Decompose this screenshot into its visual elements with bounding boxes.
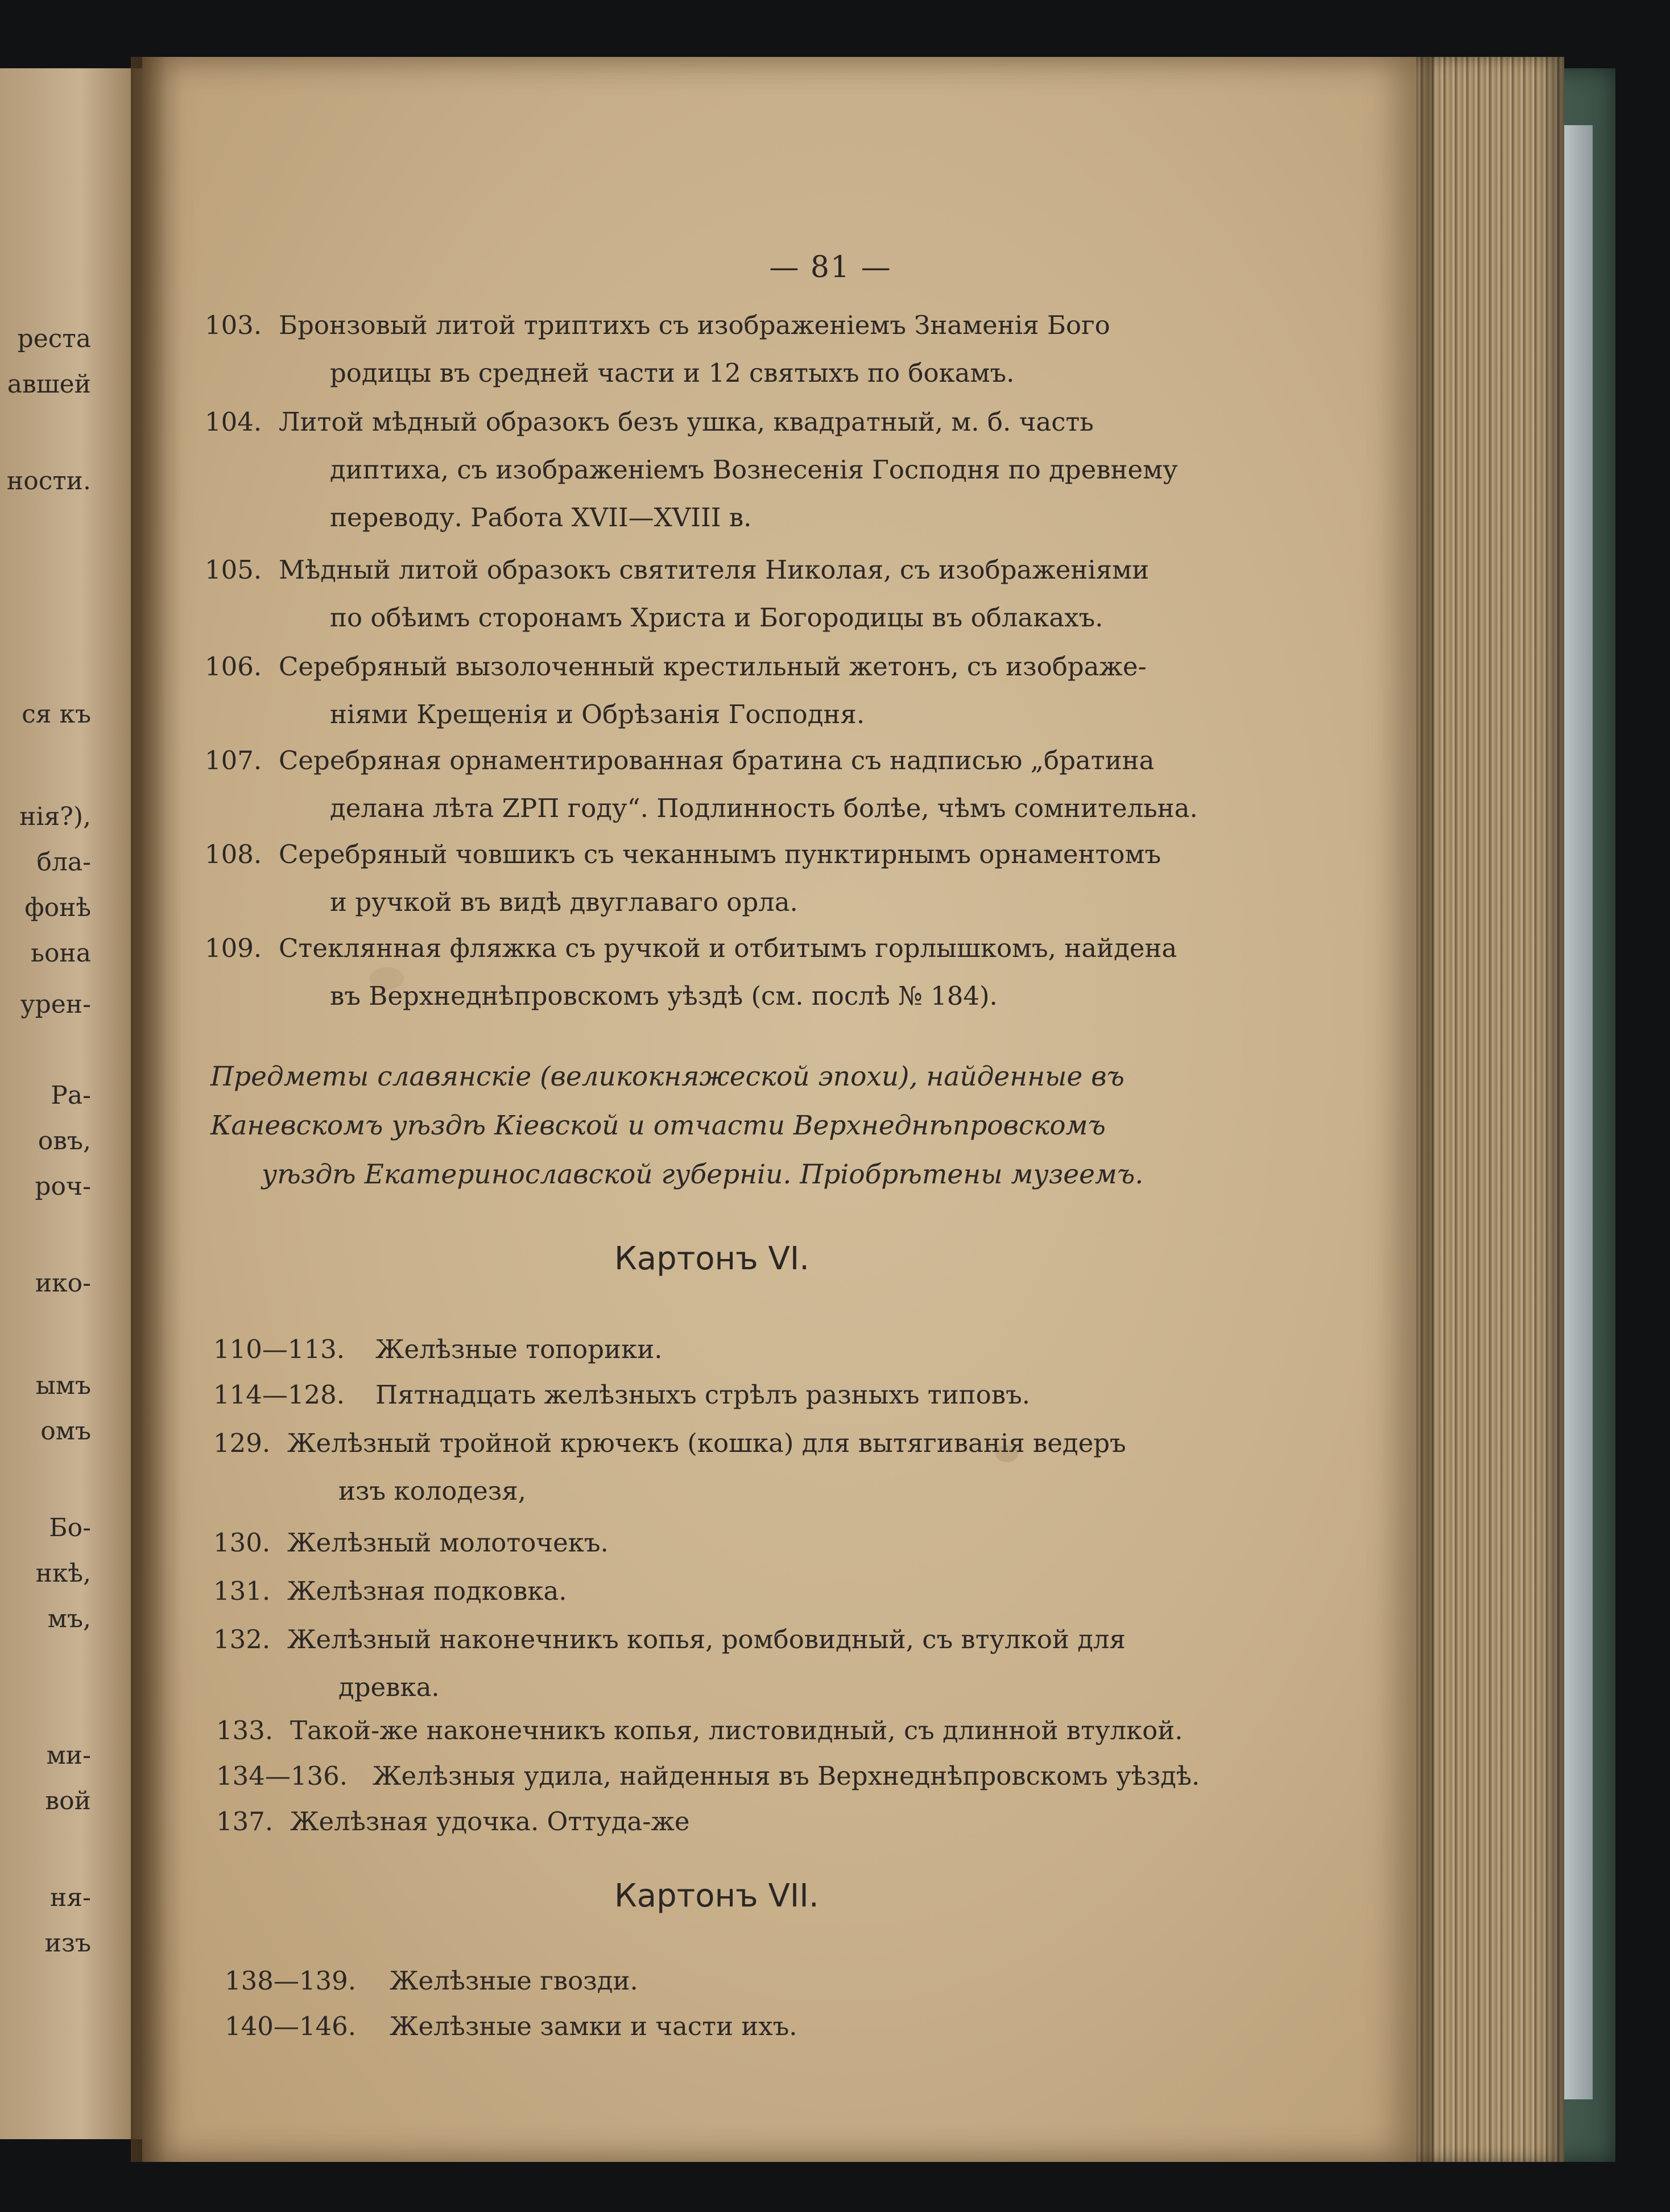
list-item [213,1371,1351,1419]
left-fragment: мъ, [47,1604,91,1633]
left-fragment: ня- [50,1883,91,1912]
left-fragment: изъ [44,1929,91,1958]
item-text: диптиха, съ изображеніемъ Вознесенія Господня по древнему [330,455,1178,485]
item-text: Пятнадцать желѣзныхъ стрѣлъ разныхъ типовъ. [375,1380,1031,1410]
left-fragment: Ра- [51,1081,91,1110]
item-text: делана лѣта ZPП году“. Подлинность болѣе, чѣмъ сомнительна. [330,793,1198,823]
left-fragment: вой [45,1786,91,1815]
list-item [213,1419,1351,1516]
previous-page [0,68,148,2139]
left-fragment: нкѣ, [35,1559,91,1588]
left-fragment: роч- [35,1172,91,1201]
section-note-line: уѣздѣ Екатеринославской губерніи. Пріобрѣтены музеемъ. [262,1159,1144,1190]
item-text: Желѣзные топорики. [375,1334,663,1364]
item-text: изъ колодезя, [338,1476,526,1506]
list-item [205,546,1342,643]
item-number: 130. [213,1528,271,1558]
book-page [142,57,1416,2162]
left-fragment: ымъ [35,1371,91,1400]
section-note-line: Предметы славянскіе (великокняжеской эпохи), найденные въ [210,1061,1125,1092]
list-item [216,1752,1354,1800]
item-text: Желѣзный наконечникъ копья, ромбовидный, съ втулкой для [287,1624,1126,1654]
item-number: 109. [205,933,262,963]
item-number: 105. [205,555,262,585]
left-fragment: омъ [40,1417,91,1446]
item-text: въ Верхнеднѣпровскомъ уѣздѣ (см. послѣ № 184). [330,981,998,1011]
item-text: Желѣзные гвозди. [390,1966,638,1996]
list-item [213,1567,1351,1615]
item-text: ніями Крещенія и Обрѣзанія Господня. [330,699,865,729]
list-item [213,1519,1351,1567]
list-item [225,2003,1362,2050]
item-text: Серебряная орнаментированная братина съ надписью „братина [279,745,1155,775]
item-number: 107. [205,745,262,775]
list-item [205,643,1342,740]
item-text: Мѣдный литой образокъ святителя Николая, съ изображеніями [279,555,1150,585]
item-text: Стеклянная фляжка съ ручкой и отбитымъ горлышкомъ, найдена [279,933,1177,963]
list-item [225,1957,1362,2005]
item-number: 108. [205,839,262,869]
list-item [205,398,1342,546]
item-number: 133. [216,1715,274,1745]
left-fragment: ности. [6,467,91,496]
item-text: Желѣзная удочка. Оттуда-же [290,1806,690,1837]
item-number: 132. [213,1624,271,1654]
section-heading: Картонъ VII. [614,1877,819,1914]
list-item [205,737,1342,833]
item-text: древка. [338,1672,440,1702]
page-number: — 81 — [769,250,892,284]
item-text: Желѣзные замки и части ихъ. [390,2011,797,2041]
item-number: 134—136. [216,1761,348,1791]
section-note-line: Каневскомъ уѣздѣ Кіевской и отчасти Верхнеднѣпровскомъ [210,1110,1106,1141]
section-heading: Картонъ VI. [614,1240,810,1277]
list-item [213,1616,1351,1712]
item-number: 137. [216,1806,274,1837]
item-text: Серебряный вызолоченный крестильный жетонъ, съ изображе- [279,651,1147,682]
item-text: Желѣзный тройной крючекъ (кошка) для вытягиванія ведеръ [287,1428,1126,1458]
item-text: переводу. Работа XVII—XVIII в. [330,502,752,533]
left-fragment: реста [17,324,91,353]
left-fragment: нія?), [19,802,91,831]
left-fragment: ми- [46,1741,91,1770]
left-fragment: овъ, [38,1126,91,1155]
left-fragment: бла- [36,848,91,877]
left-fragment: урен- [20,990,91,1019]
item-number: 140—146. [225,2011,357,2041]
item-number: 114—128. [213,1380,345,1410]
item-text: и ручкой въ видѣ двуглаваго орла. [330,887,798,917]
item-number: 104. [205,407,262,437]
list-item [205,302,1342,398]
left-fragment: ся къ [22,700,91,729]
list-item [205,831,1342,927]
item-text: по обѣимъ сторонамъ Христа и Богородицы въ облакахъ. [330,602,1103,633]
left-fragment: ьона [30,939,91,968]
item-number: 103. [205,310,262,340]
item-number: 129. [213,1428,271,1458]
item-text: Желѣзныя удила, найденныя въ Верхнеднѣпровскомъ уѣздѣ. [373,1761,1200,1791]
list-item [216,1798,1354,1846]
item-text: Серебряный човшикъ съ чеканнымъ пунктирнымъ орнаментомъ [279,839,1161,869]
item-number: 106. [205,651,262,682]
book-gutter [131,57,182,2162]
left-fragment: ико- [35,1269,91,1298]
item-text: Бронзовый литой триптихъ съ изображеніемъ Знаменія Бого [279,310,1110,340]
left-fragment: Бо- [49,1513,91,1542]
list-item [216,1707,1354,1755]
left-fragment: авшей [7,370,91,399]
item-text: Желѣзная подковка. [287,1576,567,1606]
item-number: 131. [213,1576,271,1606]
list-item [205,925,1342,1021]
item-text: родицы въ средней части и 12 святыхъ по бокамъ. [330,358,1015,388]
item-text: Желѣзный молоточекъ. [287,1528,609,1558]
list-item [213,1326,1351,1373]
item-text: Литой мѣдный образокъ безъ ушка, квадратный, м. б. часть [279,407,1094,437]
left-fragment: фонѣ [24,893,91,922]
item-text: Такой-же наконечникъ копья, листовидный, съ длинной втулкой. [290,1715,1183,1745]
item-number: 138—139. [225,1966,357,1996]
item-number: 110—113. [213,1334,345,1364]
